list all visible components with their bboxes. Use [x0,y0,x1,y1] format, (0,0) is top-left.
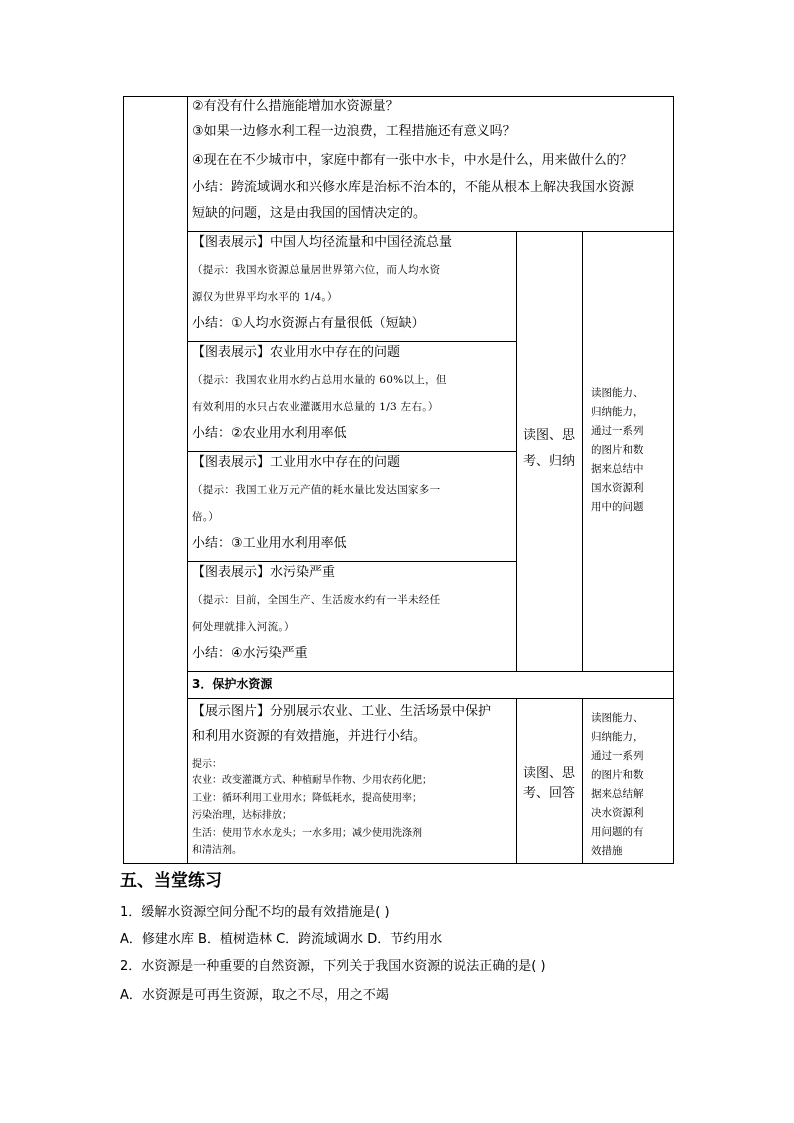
section1-summary-2: 短缺的问题，这是由我国的国情决定的。 [192,206,427,221]
intent-line: 通过一系列 [591,425,644,437]
section3-activity-1: 读图、思 [523,766,576,781]
intent-line: 归纳能力， [591,406,644,418]
question-2: 2．水资源是一种重要的自然资源，下列关于我国水资源的说法正确的是( ) [120,959,546,974]
block-title: 【图表展示】中国人均径流量和中国径流总量 [192,235,453,250]
intent-line: 据来总结解 [591,788,644,800]
table-col3-divider [582,231,583,671]
block-title: 【图表展示】农业用水中存在的问题 [192,345,401,360]
block-hint-1: （提示：我国工业万元产值的耗水量比发达国家多一 [192,484,441,496]
block-hint-1: （提示：目前，全国生产、生活废水约有一半未经任 [192,594,441,606]
intent-line: 用问题的有 [591,826,644,838]
hint-line: 提示： [192,759,222,770]
section1-line-3: ③如果一边修水利工程一边浪费，工程措施还有意义吗？ [192,124,516,139]
block-summary: 小结：③工业用水利用率低 [192,536,347,551]
section2-activity-1: 读图、思 [523,428,576,443]
section2-activity-2: 考、归纳 [523,454,576,469]
block-hint-1: （提示：我国水资源总量居世界第六位，而人均水资 [192,264,441,276]
table-col3-divider-b [582,698,583,863]
question-2-option-a: A．水资源是可再生资源，取之不尽，用之不竭 [120,988,389,1003]
intent-line: 读图能力、 [591,387,644,399]
practice-heading: 五、当堂练习 [120,871,222,891]
intent-line: 读图能力、 [591,712,644,724]
section1-line-2: ②有没有什么措施能增加水资源量？ [192,99,399,114]
hint-line: 工业：循环利用工业用水；降低耗水，提高使用率； [192,793,422,804]
table-right-border [673,96,674,863]
row-divider-6 [187,698,674,699]
block-hint-2: 源仅为世界平均水平的 1/4。） [192,291,338,303]
section1-line-4: ④现在在不少城市中，家庭中都有一张中水卡，中水是什么，用来做什么的？ [192,153,633,168]
section3-main-2: 和利用水资源的有效措施，并进行小结。 [192,729,427,744]
hint-line: 农业：改变灌溉方式、种植耐旱作物、少用农药化肥； [192,775,432,786]
section3-main-1: 【展示图片】分别展示农业、工业、生活场景中保护 [192,704,492,719]
block-hint-1: （提示：我国农业用水约占总用水量的 60%以上，但 [192,374,447,386]
section1-summary-1: 小结：跨流域调水和兴修水库是治标不治本的，不能从根本上解决我国水资源 [192,180,635,195]
block-title: 【图表展示】水污染严重 [192,565,336,580]
table-col1-divider [187,96,188,863]
intent-line: 国水资源利 [591,482,644,494]
block-summary: 小结：④水污染严重 [192,646,308,661]
question-1: 1．缓解水资源空间分配不均的最有效措施是( ) [120,905,390,920]
row-divider-5 [187,671,674,672]
table-bottom-border [123,863,674,864]
block-summary: 小结：②农业用水利用率低 [192,426,347,441]
intent-line: 据来总结中 [591,463,644,475]
intent-line: 决水资源利 [591,807,644,819]
table-left-border [123,96,124,863]
block-hint-2: 何处理就排入河流。） [192,621,295,633]
table-col2-divider-b [516,698,517,863]
intent-line: 的图片和数 [591,769,644,781]
hint-line: 和清洁剂。 [192,845,242,856]
intent-line: 归纳能力， [591,731,644,743]
hint-line: 生活：使用节水水龙头；一水多用；减少使用洗涤剂 [192,828,422,839]
question-1-options: A．修建水库 B．植树造林 C．跨流域调水 D．节约用水 [120,932,443,947]
block-hint-2: 有效利用的水只占农业灌溉用水总量的 1/3 左右。） [192,401,439,413]
block-hint-2: 倍。） [192,511,220,523]
block-summary: 小结：①人均水资源占有量很低（短缺） [192,316,425,331]
intent-line: 的图片和数 [591,444,644,456]
intent-line: 用中的问题 [591,501,644,513]
intent-line: 效措施 [591,845,623,857]
section3-activity-2: 考、回答 [523,786,576,801]
intent-line: 通过一系列 [591,750,644,762]
hint-line: 污染治理，达标排放； [192,810,292,821]
section3-heading: 3．保护水资源 [192,677,273,691]
block-title: 【图表展示】工业用水中存在的问题 [192,455,401,470]
